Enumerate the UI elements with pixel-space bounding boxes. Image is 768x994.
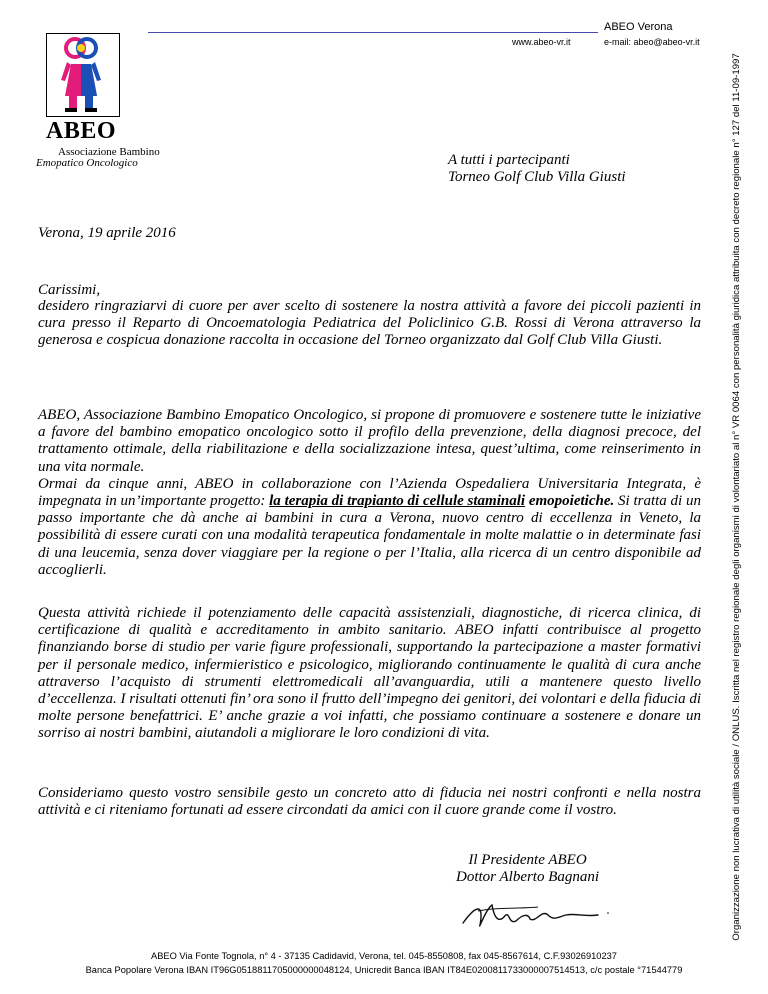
header-rule [148,32,598,33]
header-email[interactable]: e-mail: abeo@abeo-vr.it [604,37,700,47]
abeo-logo-icon [47,34,119,116]
paragraph-3: Questa attività richiede il potenziamento delle capacità assistenziali, diagnostiche, di ricerca clinica, di certificazione di qualità e accreditamento in ambito sanitario. ABEO infatti contribuisce al progetto finanziando borse di studio per varie figure professionali, supportando la partecipazione a master formativi per il personale medico, infermieristico e psicologico, migliorando continuamente le qualità di cura anche attraverso l’acquisto di strumenti elettromedicali all’avanguardia, utili a mantenere questo livello d’eccellenza. I risultati ottenuti fin’ ora sono il frutto dell’impegno dei genitori, dei volontari e della fiducia di molte persone benefattrici. E’ anche grazie a voi infatti, che possiamo continuare a sostenere e donare un sorriso ai nostri bambini, aiutandoli a migliorare le loro condizioni di vita. [38,605,701,742]
side-note-container [727,0,747,994]
letter-date: Verona, 19 aprile 2016 [38,225,176,241]
signoff-title: Il Presidente ABEO [468,852,587,868]
paragraph-2b [38,476,701,579]
signoff-block [456,852,599,886]
footer-address: ABEO Via Fonte Tognola, n° 4 - 37135 Cadidavid, Verona, tel. 045-8550808, fax 045-8567614, C.F.93026910237 [151,951,617,961]
logo-name: ABEO [46,118,117,144]
paragraph-2 [38,407,701,579]
logo-subtitle-2: Emopatico Oncologico [36,157,138,169]
paragraph-4: Consideriamo questo vostro sensibile gesto un concreto atto di fiducia nei nostri confronti e nella nostra attività e ci riteniamo fortunati ad essere circondati da amici con il cuore grande come il vostro. [38,785,701,819]
recipient-line-2: Torneo Golf Club Villa Giusti [448,169,626,186]
handwritten-signature [458,895,618,940]
paragraph-1: desidero ringraziarvi di cuore per aver scelto di sostenere la nostra attività a favore dei piccoli pazienti in cura presso il Reparto di Oncoematologia Pediatrica del Policlinico G.B. Rossi di Verona attraverso la generosa e cospicua donazione raccolta in occasione del Torneo organizzato dal Golf Club Villa Giusti. [38,298,701,349]
header-website[interactable]: www.abeo-vr.it [512,37,571,47]
signoff-name: Dottor Alberto Bagnani [456,869,600,886]
paragraph-2a: ABEO, Associazione Bambino Emopatico Oncologico, si propone di promuovere e sostenere tutte le iniziative a favore del bambino emopatico oncologico sotto il profilo della prevenzione, della diagnosi precoce, del trattamento ottimale, della riabilitazione e della socializzazione intesa, quest’ultima, come reinserimento in una vita normale. [38,407,701,475]
highlight-emopoietiche: emopoietiche. [528,493,615,510]
recipient-block [448,152,626,186]
highlight-therapy: la terapia di trapianto di cellule staminali [269,493,526,510]
logo-mark [46,33,120,117]
side-note: Organizzazione non lucrativa di utilità sociale / ONLUS. Iscritta nel registro regionale degli organismi di volontariato al n° VR 0064 con personalità giuridica attribuita con decreto regionale n° 127 del 11-09-1997 [731,53,742,941]
greeting: Carissimi, [38,282,101,298]
paragraph-2b-start: Ormai da cinque anni, ABEO in collaborazione con l’Azienda Ospedaliera Universitaria Integrata, è impegnata in un’importante progetto: [38,475,701,510]
logo-subtitle-1: Associazione Bambino [58,146,160,158]
recipient-line-1: A tutti i partecipanti [448,152,570,168]
paragraph-2b-end: Si tratta di un passo importante che dà anche ai bambini in cura a Verona, nuovo centro di eccellenza in Veneto, la possibilità di essere curati con una modalità terapeutica fondamentale in molte malattie o in determinate fasi di una leucemia, senza dover viaggiare per la regione o per l’Italia, alla ricerca di un centro disponibile ad accoglierli. [38,493,701,578]
header-org: ABEO Verona [604,21,673,33]
footer-bank: Banca Popolare Verona IBAN IT96G0518811705000000048124, Unicredit Banca IBAN IT84E0200811733000007514513, c/c postale °71544779 [85,965,683,975]
signature-icon [458,895,618,935]
